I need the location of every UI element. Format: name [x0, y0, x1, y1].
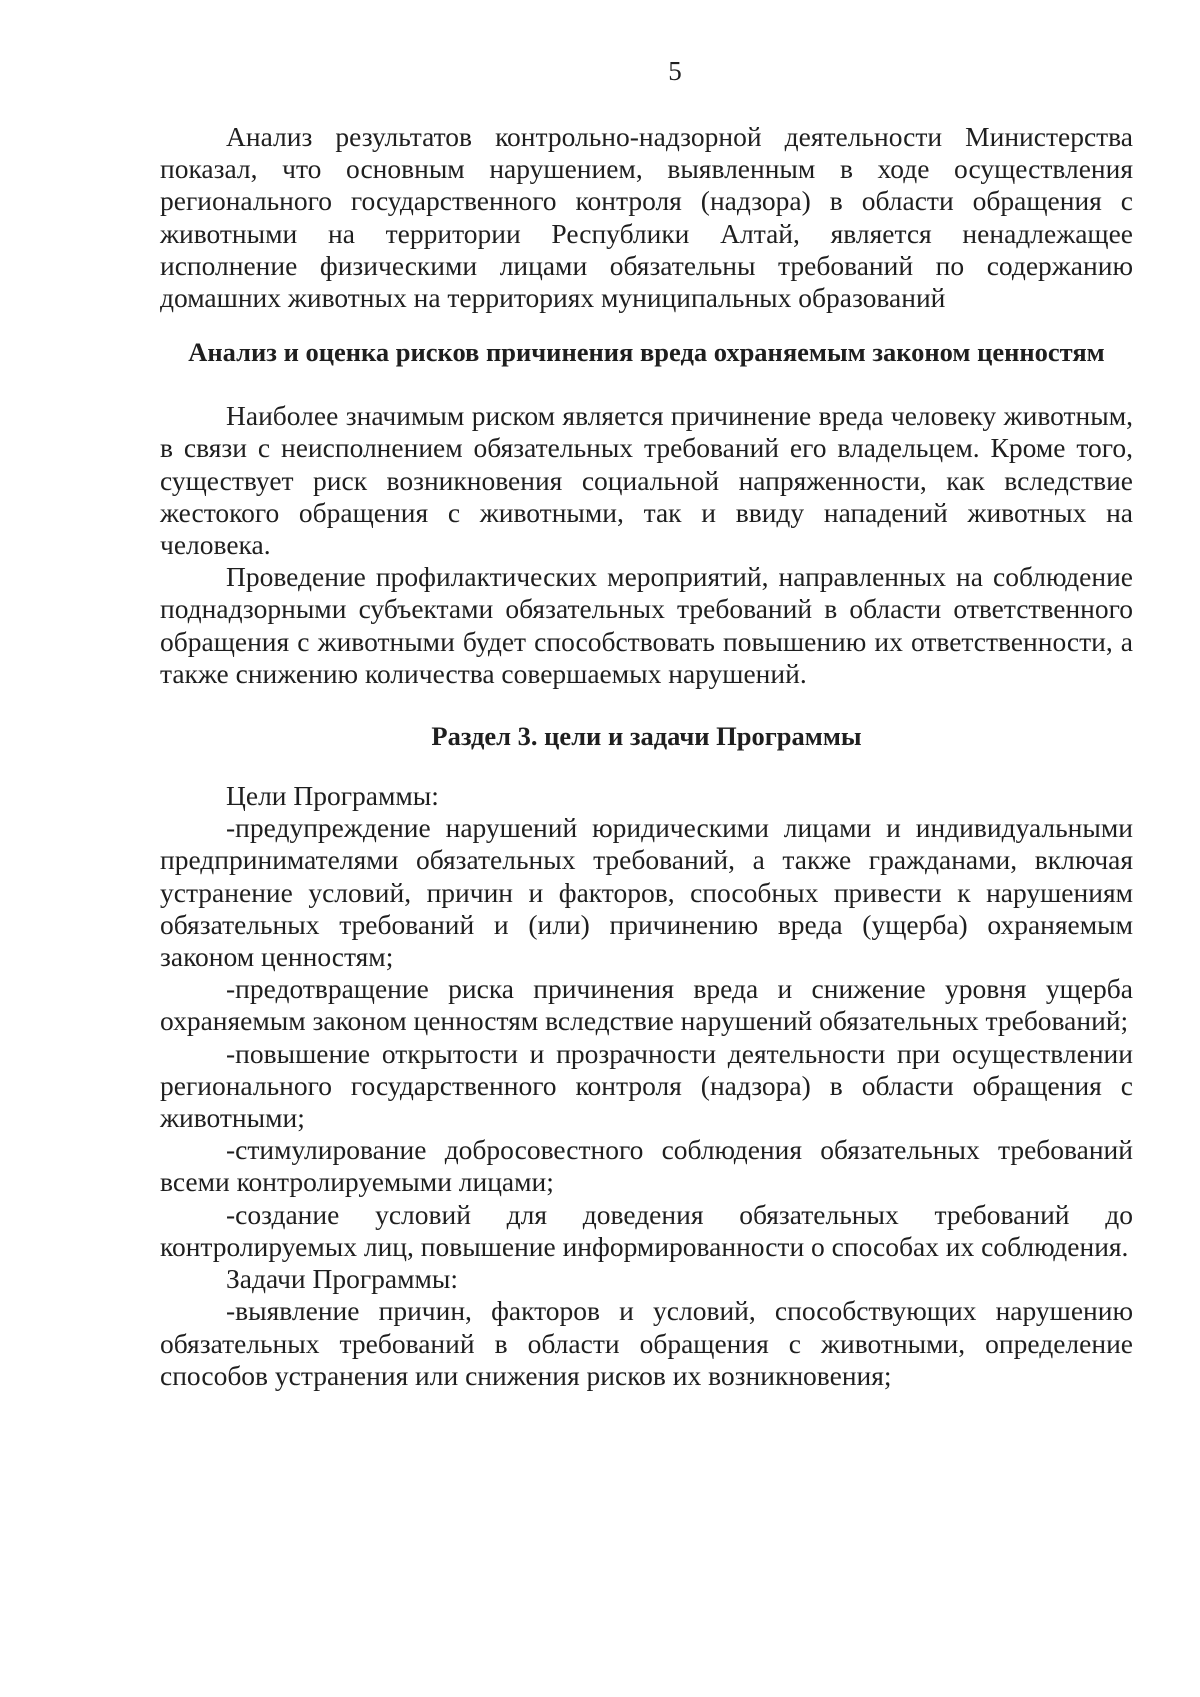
goal-item: -предупреждение нарушений юридическими лицами и индивидуальными предпринимателями обязательных требований, а также гражданами, включая устранение условий, причин и факторов, способных привести к нарушениям обязательных требований и (или) причинению вреда (ущерба) охраняемым законом ценностям;: [160, 812, 1133, 973]
goal-item: -повышение открытости и прозрачности деятельности при осуществлении регионального государственного контроля (надзора) в области обращения с животными;: [160, 1037, 1133, 1134]
page-number: 5: [668, 56, 682, 86]
risk-assessment-heading: Анализ и оценка рисков причинения вреда охраняемым законом ценностям: [188, 337, 1105, 368]
task-item: -выявление причин, факторов и условий, способствующих нарушению обязательных требований в области обращения с животными, определение способов устранения или снижения рисков их возникновения;: [160, 1295, 1133, 1391]
prevention-paragraph: Проведение профилактических мероприятий, направленных на соблюдение поднадзорными субъектами обязательных требований в области ответственного обращения с животными будет способствовать повышению их ответственности, а также снижению количества совершаемых нарушений.: [160, 561, 1133, 689]
risk-paragraph: Наиболее значимым риском является причинение вреда человеку животным, в связи с неисполнением обязательных требований его владельцем. Кроме того, существует риск возникновения социальной напряженности, как вследствие жестокого обращения с животными, так и ввиду нападений животных на человека.: [160, 400, 1133, 561]
goal-item: -стимулирование добросовестного соблюдения обязательных требований всеми контролируемыми лицами;: [160, 1134, 1133, 1198]
goals-label: Цели Программы:: [226, 780, 439, 812]
analysis-paragraph: Анализ результатов контрольно-надзорной деятельности Министерства показал, что основным нарушением, выявленным в ходе осуществления регионального государственного контроля (надзора) в области обращения с животными на территории Республики Алтай, является ненадлежащее исполнение физическими лицами обязательны требований по содержанию домашних животных на территориях муниципальных образований: [160, 121, 1133, 314]
tasks-label: Задачи Программы:: [226, 1263, 459, 1295]
document-body: [160, 121, 1133, 1392]
section-3-heading: Раздел 3. цели и задачи Программы: [431, 721, 862, 752]
goal-item: -создание условий для доведения обязательных требований до контролируемых лиц, повышение информированности о способах их соблюдения.: [160, 1198, 1133, 1262]
goal-item: -предотвращение риска причинения вреда и снижение уровня ущерба охраняемым законом ценностям вследствие нарушений обязательных требований;: [160, 973, 1133, 1037]
